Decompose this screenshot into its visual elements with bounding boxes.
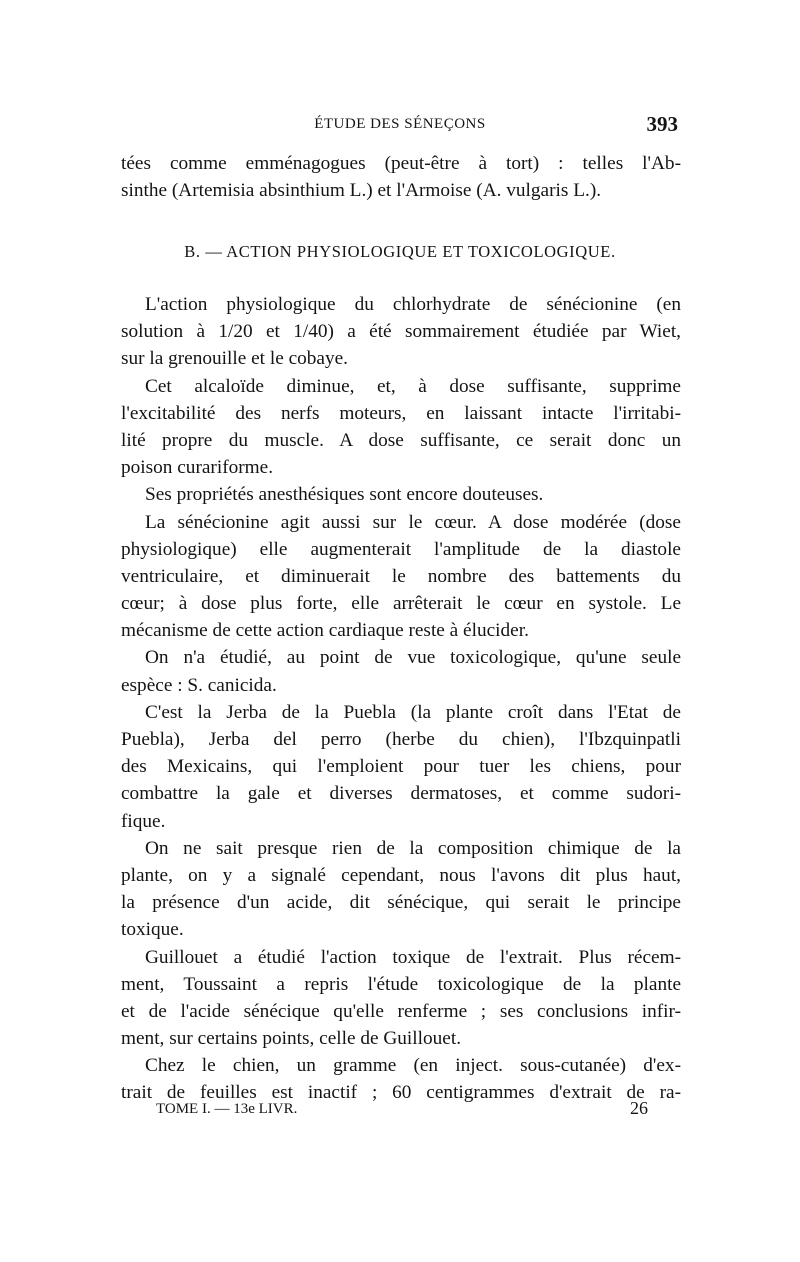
text-line: Cet alcaloïde diminue, et, à dose suffisante, supprime — [145, 375, 681, 397]
text-line: toxique. — [121, 919, 184, 941]
text-line: la présence d'un acide, dit sénécique, qui serait le principe — [121, 892, 681, 914]
text-line: Puebla), Jerba del perro (herbe du chien), l'Ibzquinpatli — [121, 729, 681, 750]
text-line: tées comme emménagogues (peut-être à tort) : telles l'Ab- — [121, 153, 681, 174]
text-line: Chez le chien, un gramme (en inject. sous-cutanée) d'ex- — [145, 1055, 681, 1077]
text-line: On n'a étudié, au point de vue toxicologique, qu'une seule — [145, 647, 681, 669]
section-heading: B. — ACTION PHYSIOLOGIQUE ET TOXICOLOGIQUE. — [184, 242, 616, 261]
text-line: Guillouet a étudié l'action toxique de l'extrait. Plus récem- — [145, 946, 681, 968]
text-line: plante, on y a signalé cependant, nous l'avons dit plus haut, — [121, 864, 681, 886]
text-line: lité propre du muscle. A dose suffisante, ce serait donc un — [121, 429, 681, 451]
signature-mark: 26 — [630, 1098, 648, 1118]
body-text — [121, 291, 681, 1107]
page-footer — [156, 1098, 648, 1118]
volume-label: TOME I. — 13e LIVR. — [156, 1101, 298, 1117]
text-line: cœur; à dose plus forte, elle arrêterait le cœur en systole. Le — [121, 593, 681, 615]
text-line: ment, sur certains points, celle de Guillouet. — [121, 1028, 462, 1050]
text-line: poison curariforme. — [121, 457, 274, 479]
text-line: mécanisme de cette action cardiaque reste à élucider. — [121, 620, 529, 642]
text-line: espèce : S. canicida. — [121, 674, 277, 696]
text-line: des Mexicains, qui l'emploient pour tuer les chiens, pour — [121, 756, 681, 778]
text-line: sur la grenouille et le cobaye. — [121, 348, 348, 370]
text-line: L'action physiologique du chlorhydrate de sénécionine (en — [145, 294, 681, 315]
text-line: et de l'acide sénécique qu'elle renferme ; ses conclusions infir- — [121, 1000, 681, 1022]
text-line: ventriculaire, et diminuerait le nombre des battements du — [121, 565, 681, 587]
text-line: sinthe (Artemisia absinthium L.) et l'Armoise (A. vulgaris L.). — [121, 180, 602, 202]
text-line: C'est la Jerba de la Puebla (la plante croît dans l'Etat de — [145, 701, 681, 723]
text-line: solution à 1/20 et 1/40) a été sommairement étudiée par Wiet, — [121, 321, 681, 343]
intro-paragraph — [121, 150, 681, 204]
text-line: l'excitabilité des nerfs moteurs, en laissant intacte l'irritabi- — [121, 402, 681, 424]
text-line: physiologique) elle augmenterait l'amplitude de la diastole — [121, 538, 681, 560]
text-line: La sénécionine agit aussi sur le cœur. A dose modérée (dose — [145, 511, 681, 533]
text-line: Ses propriétés anesthésiques sont encore douteuses. — [145, 484, 544, 506]
text-line: fique. — [121, 810, 166, 832]
text-line: ment, Toussaint a repris l'étude toxicologique de la plante — [121, 973, 681, 995]
text-line: trait de feuilles est inactif ; 60 centigrammes d'extrait de ra- — [121, 1082, 681, 1104]
running-title: ÉTUDE DES SÉNEÇONS — [314, 116, 486, 132]
text-line: On ne sait presque rien de la composition chimique de la — [145, 837, 681, 859]
text-line: combattre la gale et diverses dermatoses, et comme sudori- — [121, 783, 681, 805]
page-number: 393 — [646, 112, 678, 136]
